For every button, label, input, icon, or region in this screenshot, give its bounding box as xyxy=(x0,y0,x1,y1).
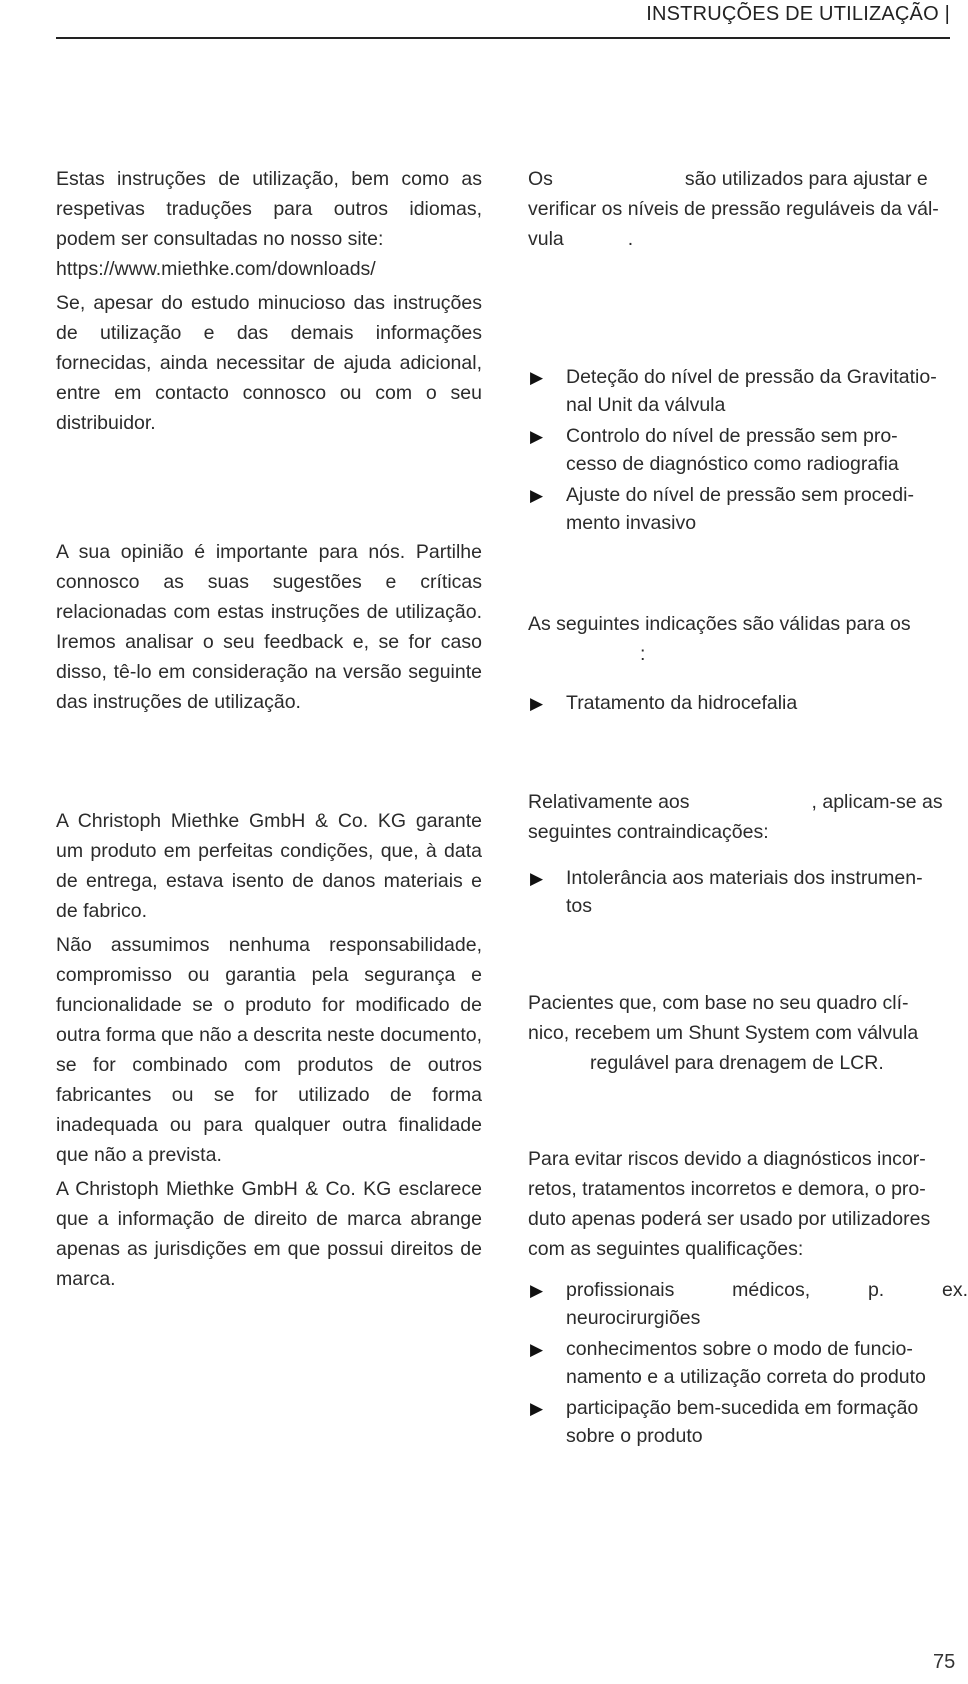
support-text: Se, apesar do estudo minucioso das instruções de utilização e das demais informações fornecidas, ainda necessitar de ajuda adicional, entre em contacto connosco ou com o seu distribuidor. xyxy=(56,292,482,434)
list-item-line-1: participação bem-sucedida em formação xyxy=(566,1397,919,1419)
patients-block xyxy=(528,988,968,1078)
intended-use-line-3 xyxy=(528,224,968,254)
patients-line-1: Pacientes que, com base no seu quadro clí- xyxy=(528,992,909,1014)
bullet-arrow-icon: ▶ xyxy=(530,1340,544,1359)
website-info-block xyxy=(56,164,482,284)
list-item xyxy=(528,1394,968,1450)
users-line-3: duto apenas poderá ser usado por utilizadores xyxy=(528,1208,931,1230)
users-line-4: com as seguintes qualificações: xyxy=(528,1238,804,1260)
functions-list xyxy=(528,363,968,537)
list-item xyxy=(528,1276,968,1332)
indications-list xyxy=(528,689,968,717)
support-block xyxy=(56,288,482,438)
contraindications-list xyxy=(528,864,968,920)
list-item xyxy=(528,363,968,419)
intended-use-block xyxy=(528,164,968,254)
contraindications-line-1b: , aplicam-se as xyxy=(811,791,943,813)
bullet-arrow-icon: ▶ xyxy=(530,1399,544,1418)
indications-list-block xyxy=(528,689,968,720)
contraindications-line-1a: Relativamente aos xyxy=(528,791,690,813)
indications-line-2 xyxy=(528,639,968,669)
bullet-arrow-icon: ▶ xyxy=(530,368,544,387)
users-line-1: Para evitar riscos devido a diagnósticos incor- xyxy=(528,1148,926,1170)
bullet-arrow-icon: ▶ xyxy=(530,869,544,888)
bullet-arrow-icon: ▶ xyxy=(530,694,544,713)
contraindications-list-block xyxy=(528,864,968,923)
feedback-text: A sua opinião é importante para nós. Partilhe connosco as suas sugestões e críticas relacionadas com estas instruções de utilização. Iremos analisar o seu feedback e, se for caso disso, tê-lo em consideração na versão seguinte das instruções de utilização. xyxy=(56,541,482,713)
users-line-2: retos, tratamentos incorretos e demora, o pro- xyxy=(528,1178,926,1200)
list-item-line-1: profissionais médicos, p. ex. xyxy=(566,1279,968,1301)
patients-line-3-text: regulável para drenagem de LCR. xyxy=(590,1052,884,1074)
list-item-line-2: cesso de diagnóstico como radiografia xyxy=(566,453,899,475)
list-item-line-1: Ajuste do nível de pressão sem procedi- xyxy=(566,484,914,506)
list-item-line-2: nal Unit da válvula xyxy=(566,394,726,416)
trademark-text: A Christoph Miethke GmbH & Co. KG esclarece que a informação de direito de marca abrange apenas as jurisdições em que possui direitos de marca. xyxy=(56,1178,482,1290)
feedback-block xyxy=(56,537,482,717)
list-item xyxy=(528,689,968,717)
contraindications-block xyxy=(528,787,968,847)
patients-line-2: nico, recebem um Shunt System com válvula xyxy=(528,1022,919,1044)
list-item xyxy=(528,422,968,478)
indications-block xyxy=(528,609,968,669)
bullet-arrow-icon: ▶ xyxy=(530,427,544,446)
patients-line-3 xyxy=(528,1048,968,1078)
qualifications-list-block xyxy=(528,1276,968,1453)
left-column xyxy=(56,0,482,1684)
list-item-line-2: neurocirurgiões xyxy=(566,1307,701,1329)
list-item-line-1: conhecimentos sobre o modo de funcio- xyxy=(566,1338,913,1360)
bullet-arrow-icon: ▶ xyxy=(530,486,544,505)
list-item-line-2: namento e a utilização correta do produto xyxy=(566,1366,926,1388)
functions-list-block xyxy=(528,363,968,540)
list-item xyxy=(528,864,968,920)
indications-colon: : xyxy=(640,643,646,665)
list-item-line-2: tos xyxy=(566,895,593,917)
liability-block xyxy=(56,806,482,1294)
list-item-line-1: Intolerância aos materiais dos instrumen- xyxy=(566,867,923,889)
website-url: https://www.miethke.com/downloads/ xyxy=(56,258,376,280)
list-item-line-1: Tratamento da hidrocefalia xyxy=(566,692,798,714)
right-column xyxy=(528,0,968,1684)
users-block xyxy=(528,1144,968,1264)
bullet-arrow-icon: ▶ xyxy=(530,1281,544,1300)
intended-use-line-2: verificar os níveis de pressão reguláveis da vál- xyxy=(528,198,939,220)
page-number: 75 xyxy=(933,1651,956,1673)
list-item-line-2: sobre o produto xyxy=(566,1425,703,1447)
contraindications-line-1 xyxy=(528,787,968,817)
list-item xyxy=(528,1335,968,1391)
list-item-line-2: mento invasivo xyxy=(566,512,697,534)
list-item-line-1: Deteção do nível de pressão da Gravitatio- xyxy=(566,366,937,388)
guarantee-text: A Christoph Miethke GmbH & Co. KG garante um produto em perfeitas condições, que, à data de entrega, estava isento de danos materiais e de fabrico. xyxy=(56,810,482,922)
intended-use-line-1a: Os xyxy=(528,168,553,190)
website-info-text: Estas instruções de utilização, bem como as respetivas traduções para outros idiomas, podem ser consultadas no nosso site: xyxy=(56,168,482,250)
intended-use-line-1b: são utilizados para ajustar e xyxy=(684,168,928,190)
list-item xyxy=(528,481,968,537)
intended-use-line-3a: vula xyxy=(528,228,564,250)
liability-text: Não assumimos nenhuma responsabilidade, compromisso ou garantia pela segurança e funcionalidade se o produto for modificado de outra forma que não a descrita neste documento, se for combinado com produtos de outros fabricantes ou se for utilizado de forma inadequada ou para qualquer outra finalidade que não a prevista. xyxy=(56,934,483,1166)
qualifications-list xyxy=(528,1276,968,1450)
contraindications-line-2: seguintes contraindicações: xyxy=(528,821,769,843)
indications-line-1: As seguintes indicações são válidas para os xyxy=(528,613,911,635)
header-title: INSTRUÇÕES DE UTILIZAÇÃO | xyxy=(646,3,950,25)
intended-use-line-1 xyxy=(528,164,968,194)
list-item-line-1: Controlo do nível de pressão sem pro- xyxy=(566,425,898,447)
intended-use-line-3b: . xyxy=(627,228,634,250)
